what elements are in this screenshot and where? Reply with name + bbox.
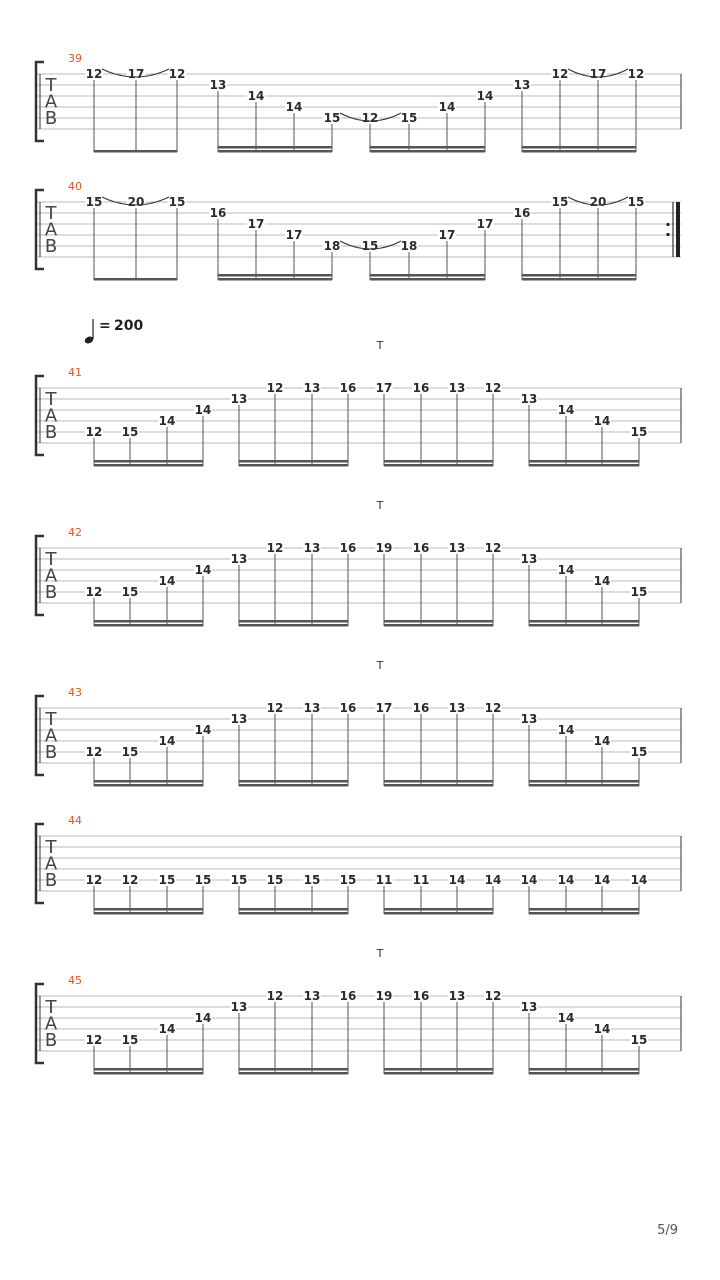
note-beam (370, 274, 485, 277)
fret-number: 18 (323, 239, 341, 253)
note-beam (370, 146, 485, 149)
fret-number: 15 (323, 111, 341, 125)
fret-number: 12 (361, 111, 379, 125)
beat-group (85, 873, 212, 915)
fret-number: 13 (230, 712, 248, 726)
fret-number: 15 (400, 111, 418, 125)
beat-group (340, 217, 494, 281)
fret-number: 17 (247, 217, 265, 231)
fret-number: 14 (194, 723, 212, 737)
beat-group (85, 403, 212, 467)
note-beam (218, 146, 332, 149)
tab-system (36, 947, 681, 1075)
note-beam (239, 784, 348, 787)
fret-number: 14 (557, 873, 575, 887)
fret-number: 13 (209, 78, 227, 92)
beat-group (85, 195, 186, 281)
beat-group (85, 563, 212, 627)
page-number: 5/9 (657, 1223, 678, 1238)
fret-number: 14 (247, 89, 265, 103)
fret-number: 14 (520, 873, 538, 887)
tab-system (36, 52, 681, 153)
tab-clef-letter: T (45, 709, 57, 730)
fret-number: 15 (121, 1033, 139, 1047)
fret-number: 12 (484, 701, 502, 715)
tab-clef-letter: T (45, 203, 57, 224)
fret-number: 15 (158, 873, 176, 887)
tab-clef-letter: A (44, 405, 58, 427)
beat-group (375, 989, 502, 1075)
note-beam (529, 780, 639, 783)
fret-number: 17 (375, 381, 393, 395)
note-beam (529, 460, 639, 463)
fret-number: 13 (303, 989, 321, 1003)
fret-number: 14 (593, 414, 611, 428)
note-beam (94, 784, 203, 787)
note-beam (94, 1072, 203, 1075)
tab-clef-letter: B (44, 236, 58, 257)
note-beam (239, 1072, 348, 1075)
fret-number: 14 (448, 873, 466, 887)
fret-number: 20 (127, 195, 145, 209)
fret-number: 19 (375, 989, 393, 1003)
beat-group (209, 78, 341, 153)
note-beam (94, 620, 203, 623)
note-beam (239, 464, 348, 467)
measure-number: 41 (68, 366, 82, 379)
fret-number: 13 (230, 552, 248, 566)
beat-group (375, 873, 502, 915)
tempo-value: 200 (114, 318, 144, 334)
note-beam (522, 150, 636, 153)
note-beam (218, 150, 332, 153)
fret-number: 15 (194, 873, 212, 887)
beat-group (230, 989, 357, 1075)
fret-number: 12 (484, 989, 502, 1003)
fret-number: 17 (285, 228, 303, 242)
fret-number: 16 (339, 989, 357, 1003)
fret-number: 13 (448, 989, 466, 1003)
beat-group (520, 1000, 648, 1075)
note-beam (384, 780, 493, 783)
tab-clef-letter: A (44, 853, 58, 875)
tab-clef-letter: B (44, 422, 58, 443)
fret-number: 13 (448, 541, 466, 555)
measure-number: 45 (68, 974, 82, 987)
tab-clef-letter: A (44, 219, 58, 241)
fret-number: 12 (266, 701, 284, 715)
fret-number: 16 (412, 541, 430, 555)
fret-number: 17 (438, 228, 456, 242)
tab-system (36, 339, 681, 467)
note-beam (239, 624, 348, 627)
fret-number: 12 (85, 425, 103, 439)
note-beam (529, 1068, 639, 1071)
fret-number: 12 (484, 541, 502, 555)
measure-number: 43 (68, 686, 82, 699)
fret-number: 13 (303, 541, 321, 555)
fret-number: 15 (630, 585, 648, 599)
fret-number: 15 (85, 195, 103, 209)
fret-number: 13 (448, 381, 466, 395)
tab-systems (36, 52, 681, 1075)
fret-number: 14 (593, 873, 611, 887)
note-beam (529, 784, 639, 787)
fret-number: 12 (85, 1033, 103, 1047)
fret-number: 12 (85, 873, 103, 887)
fret-number: 17 (127, 67, 145, 81)
fret-number: 12 (121, 873, 139, 887)
fret-number: 17 (476, 217, 494, 231)
measure-number: 39 (68, 52, 82, 65)
beat-group (230, 381, 357, 467)
beat-group (85, 1011, 212, 1075)
note-beam (529, 912, 639, 915)
note-beam (384, 1068, 493, 1071)
fret-number: 13 (303, 701, 321, 715)
tab-clef-letter: A (44, 565, 58, 587)
technique-marker: T (376, 659, 384, 672)
tab-clef-letter: B (44, 870, 58, 891)
tempo-equals: = (99, 318, 111, 334)
fret-number: 13 (520, 392, 538, 406)
beat-group (513, 195, 645, 281)
tab-clef-letter: A (44, 91, 58, 113)
fret-number: 13 (520, 1000, 538, 1014)
fret-number: 12 (484, 381, 502, 395)
tab-clef-letter: T (45, 837, 57, 858)
fret-number: 15 (121, 745, 139, 759)
technique-marker: T (376, 499, 384, 512)
fret-number: 16 (513, 206, 531, 220)
note-beam (239, 1068, 348, 1071)
beat-group (375, 541, 502, 627)
fret-number: 12 (85, 745, 103, 759)
note-beam (529, 908, 639, 911)
tab-clef-letter: B (44, 1030, 58, 1051)
fret-number: 20 (589, 195, 607, 209)
fret-number: 15 (303, 873, 321, 887)
note-beam (218, 274, 332, 277)
fret-number: 15 (361, 239, 379, 253)
note-beam (94, 780, 203, 783)
tab-clef-letter: B (44, 108, 58, 129)
fret-number: 13 (448, 701, 466, 715)
fret-number: 16 (412, 381, 430, 395)
note-beam (529, 464, 639, 467)
tab-system (36, 499, 681, 627)
fret-number: 12 (627, 67, 645, 81)
note-beam (218, 278, 332, 281)
beat-group (375, 701, 502, 787)
tab-clef-letter: A (44, 1013, 58, 1035)
fret-number: 14 (158, 574, 176, 588)
fret-number: 14 (194, 403, 212, 417)
tab-clef-letter: B (44, 582, 58, 603)
note-beam (94, 912, 203, 915)
fret-number: 14 (484, 873, 502, 887)
tab-clef-letter: T (45, 75, 57, 96)
note-beam (384, 624, 493, 627)
fret-number: 15 (121, 585, 139, 599)
note-beam (94, 908, 203, 911)
beat-group (85, 723, 212, 787)
note-beam (384, 620, 493, 623)
fret-number: 14 (476, 89, 494, 103)
fret-number: 14 (194, 1011, 212, 1025)
beat-group (230, 541, 357, 627)
fret-number: 13 (520, 712, 538, 726)
note-beam (94, 150, 177, 153)
note-beam (370, 278, 485, 281)
note-beam (384, 1072, 493, 1075)
note-beam (94, 278, 177, 281)
note-beam (239, 780, 348, 783)
fret-number: 15 (630, 425, 648, 439)
tab-clef-letter: T (45, 997, 57, 1018)
fret-number: 14 (593, 734, 611, 748)
note-beam (239, 908, 348, 911)
fret-number: 13 (230, 1000, 248, 1014)
note-beam (94, 460, 203, 463)
note-beam (384, 908, 493, 911)
note-beam (529, 620, 639, 623)
fret-number: 13 (520, 552, 538, 566)
note-beam (239, 912, 348, 915)
fret-number: 14 (158, 734, 176, 748)
beat-group (375, 381, 502, 467)
fret-number: 14 (593, 574, 611, 588)
note-beam (94, 624, 203, 627)
note-beam (94, 1068, 203, 1071)
beat-group (520, 873, 648, 915)
note-beam (384, 460, 493, 463)
fret-number: 15 (339, 873, 357, 887)
fret-number: 15 (630, 745, 648, 759)
fret-number: 15 (168, 195, 186, 209)
fret-number: 11 (375, 873, 393, 887)
note-beam (522, 146, 636, 149)
measure-number: 42 (68, 526, 82, 539)
fret-number: 16 (339, 701, 357, 715)
fret-number: 16 (339, 381, 357, 395)
tab-clef-letter: A (44, 725, 58, 747)
fret-number: 15 (627, 195, 645, 209)
fret-number: 14 (194, 563, 212, 577)
note-beam (529, 624, 639, 627)
fret-number: 12 (266, 989, 284, 1003)
tempo-marking (84, 318, 144, 345)
fret-number: 13 (513, 78, 531, 92)
tab-clef-letter: T (45, 549, 57, 570)
fret-number: 11 (412, 873, 430, 887)
fret-number: 14 (557, 723, 575, 737)
tab-system (36, 814, 681, 915)
fret-number: 12 (85, 67, 103, 81)
fret-number: 17 (375, 701, 393, 715)
repeat-dot (666, 233, 669, 236)
fret-number: 12 (551, 67, 569, 81)
note-beam (384, 464, 493, 467)
tab-system (36, 659, 681, 787)
note-beam (370, 150, 485, 153)
fret-number: 16 (339, 541, 357, 555)
fret-number: 14 (557, 563, 575, 577)
note-beam (529, 1072, 639, 1075)
fret-number: 15 (266, 873, 284, 887)
fret-number: 14 (285, 100, 303, 114)
fret-number: 14 (557, 1011, 575, 1025)
fret-number: 14 (158, 1022, 176, 1036)
fret-number: 19 (375, 541, 393, 555)
beat-group (230, 701, 357, 787)
fret-number: 18 (400, 239, 418, 253)
note-beam (522, 278, 636, 281)
beat-group (520, 712, 648, 787)
beat-group (230, 873, 357, 915)
technique-marker: T (376, 947, 384, 960)
repeat-thick-barline (676, 202, 680, 257)
note-beam (239, 460, 348, 463)
fret-number: 17 (589, 67, 607, 81)
fret-number: 14 (557, 403, 575, 417)
beat-group (520, 392, 648, 467)
technique-marker: T (376, 339, 384, 352)
tab-clef-letter: T (45, 389, 57, 410)
fret-number: 15 (121, 425, 139, 439)
note-beam (384, 912, 493, 915)
note-beam (384, 784, 493, 787)
beat-group (513, 67, 645, 153)
fret-number: 12 (168, 67, 186, 81)
note-beam (522, 274, 636, 277)
tab-system (36, 180, 681, 281)
measure-number: 40 (68, 180, 82, 193)
fret-number: 16 (412, 989, 430, 1003)
beat-group (520, 552, 648, 627)
fret-number: 13 (303, 381, 321, 395)
tab-clef-letter: B (44, 742, 58, 763)
fret-number: 15 (630, 1033, 648, 1047)
fret-number: 14 (438, 100, 456, 114)
fret-number: 15 (551, 195, 569, 209)
fret-number: 16 (209, 206, 227, 220)
fret-number: 15 (230, 873, 248, 887)
fret-number: 16 (412, 701, 430, 715)
measure-number: 44 (68, 814, 82, 827)
note-beam (239, 620, 348, 623)
fret-number: 14 (158, 414, 176, 428)
fret-number: 14 (593, 1022, 611, 1036)
beat-group (340, 89, 494, 153)
fret-number: 13 (230, 392, 248, 406)
repeat-dot (666, 223, 669, 226)
fret-number: 12 (85, 585, 103, 599)
fret-number: 14 (630, 873, 648, 887)
beat-group (209, 206, 341, 281)
beat-group (85, 67, 186, 153)
note-beam (94, 464, 203, 467)
fret-number: 12 (266, 541, 284, 555)
fret-number: 12 (266, 381, 284, 395)
